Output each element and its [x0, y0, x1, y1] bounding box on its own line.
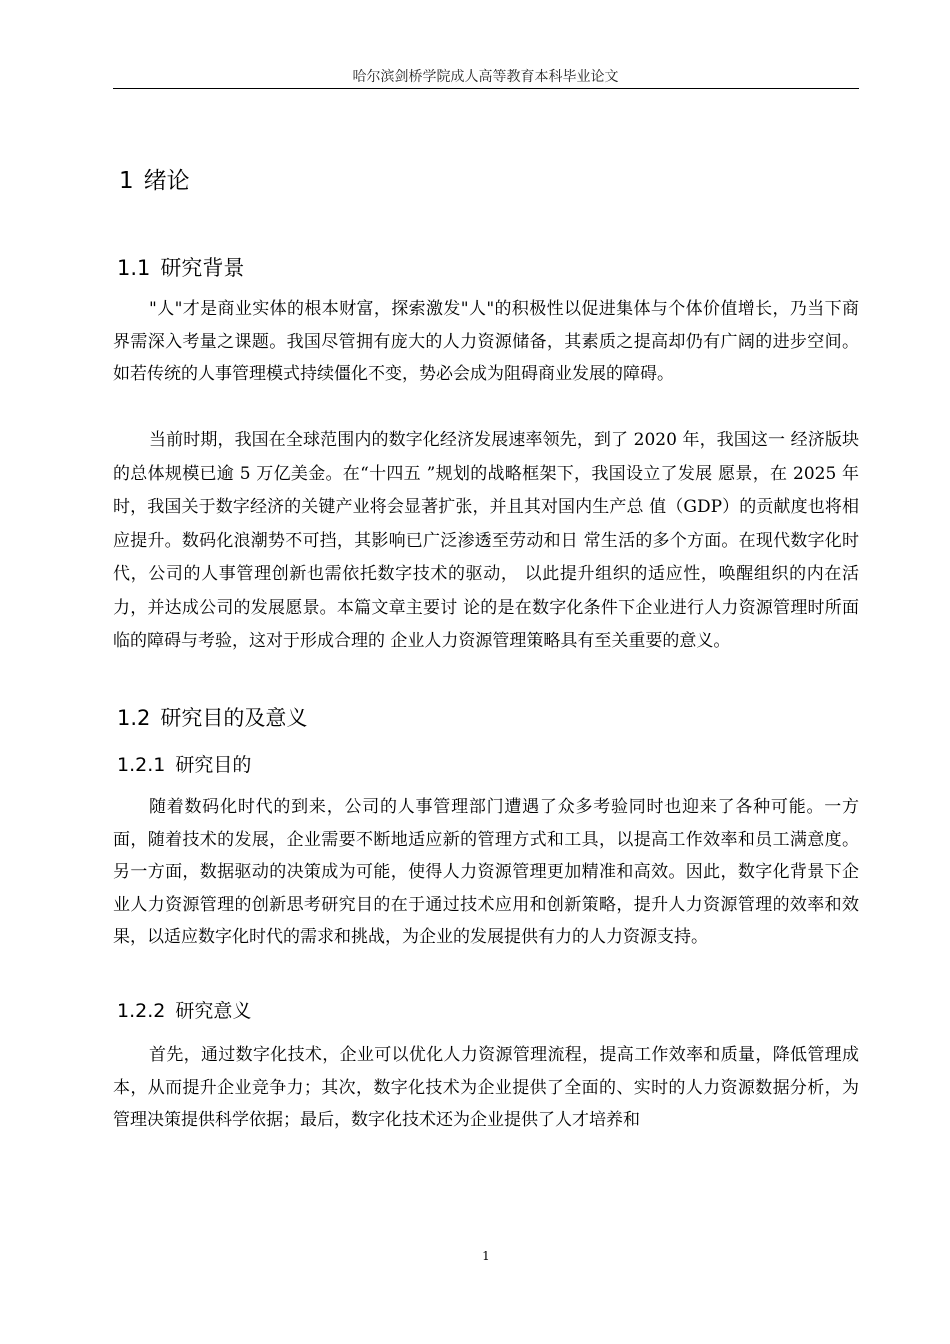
section-number: 1.2 — [117, 706, 151, 730]
header-rule — [113, 88, 859, 89]
page-number: 1 — [482, 1249, 490, 1263]
section-title: 研究目的及意义 — [160, 706, 308, 730]
paragraph-purpose: 随着数码化时代的到来，公司的人事管理部门遭遇了众多考验同时也迎来了各种可能。一方面，随着技术的发展，企业需要不断地适应新的管理方式和工具，以提高工作效率和员工满意度。另一方面，数据驱动的决策成为可能，使得人力资源管理更加精准和高效。因此，数字化背景下企业人力资源管理的创新思考研究目的在于通过技术应用和创新策略，提升人力资源管理的效率和效果，以适应数字化时代的需求和挑战，为企业的发展提供有力的人力资源支持。 — [113, 797, 859, 947]
subsection-number: 1.2.2 — [117, 1000, 166, 1022]
subsection-heading-1-2-1 — [117, 750, 251, 777]
section-title: 研究背景 — [160, 256, 245, 280]
chapter-title: 绪论 — [143, 168, 190, 194]
page-header: 哈尔滨剑桥学院成人高等教育本科毕业论文 — [352, 69, 619, 85]
subsection-title: 研究目的 — [175, 754, 252, 776]
paragraph-background-2: 当前时期，我国在全球范围内的数字化经济发展速率领先，到了 2020 年，我国这一 经济版块的总体规模已逾 5 万亿美金。在“十四五 ”规划的战略框架下，我国设立了发展 愿景，在 2025 年时，我国关于数字经济的关键产业将会显著扩张，并且其对国内生产总 值（GDP）的贡献度也将相应提升。数码化浪潮势不可挡，其影响已广泛渗透至劳动和日 常生活的多个方面。在现代数字化时代，公司的人事管理创新也需依托数字技术的驱动， 以此提升组织的适应性，唤醒组织的内在活力，并达成公司的发展愿景。本篇文章主要讨 论的是在数字化条件下企业进行人力资源管理时所面临的障碍与考验，这对于形成合理的 企业人力资源管理策略具有至关重要的意义。 — [113, 430, 859, 651]
chapter-number: 1 — [119, 168, 134, 194]
subsection-number: 1.2.1 — [117, 754, 166, 776]
section-number: 1.1 — [117, 256, 151, 280]
section-heading-1-2 — [117, 702, 307, 732]
paragraph-significance: 首先，通过数字化技术，企业可以优化人力资源管理流程，提高工作效率和质量，降低管理成本，从而提升企业竞争力；其次，数字化技术为企业提供了全面的、实时的人力资源数据分析，为管理决策提供科学依据；最后，数字化技术还为企业提供了人才培养和 — [113, 1045, 859, 1130]
subsection-heading-1-2-2 — [117, 996, 251, 1023]
paragraph-background-1: "人"才是商业实体的根本财富，探索激发"人"的积极性以促进集体与个体价值增长，乃当下商界需深入考量之课题。我国尽管拥有庞大的人力资源储备，其素质之提高却仍有广阔的进步空间。如若传统的人事管理模式持续僵化不变，势必会成为阻碍商业发展的障碍。 — [113, 299, 859, 384]
chapter-heading — [119, 162, 190, 195]
section-heading-1-1 — [117, 252, 244, 282]
subsection-title: 研究意义 — [175, 1000, 252, 1022]
